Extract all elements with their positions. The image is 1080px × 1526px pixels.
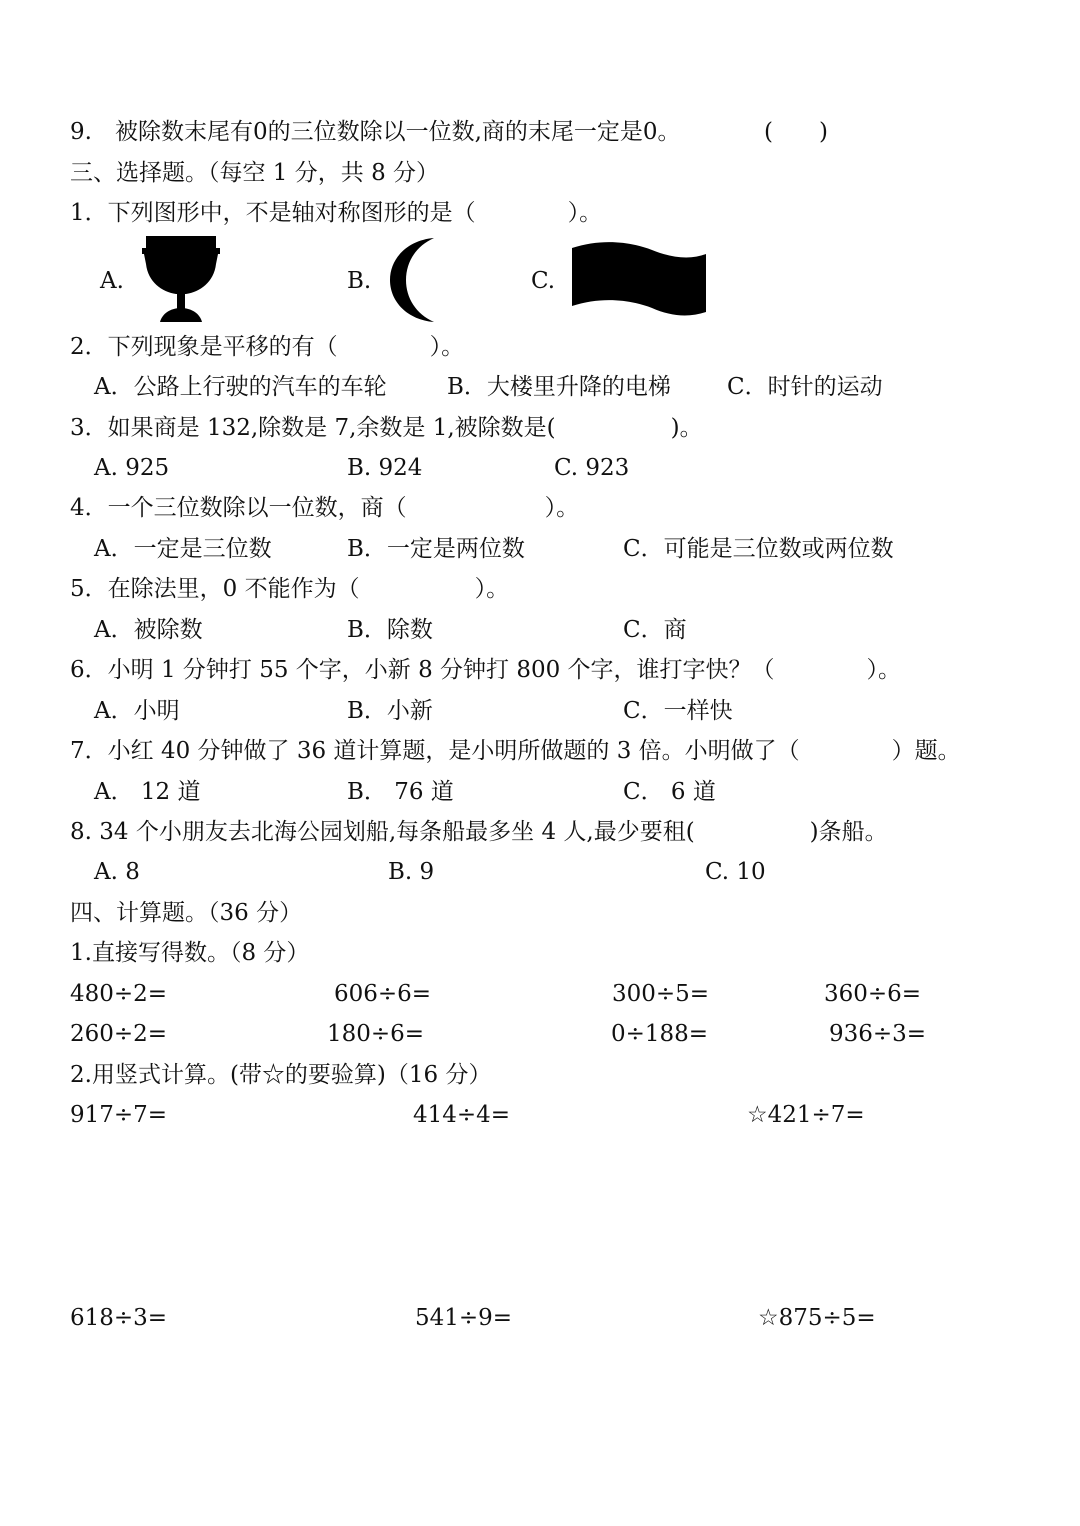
mc8-stem: 8. 34 个小朋友去北海公园划船,每条船最多坐 4 人,最少要租( )条船。 <box>70 819 888 845</box>
mc3-option-a[interactable]: A. 925 <box>94 455 170 481</box>
vertical-calc-item[interactable]: ☆421÷7= <box>747 1102 865 1128</box>
section-3-title: 三、选择题。（每空 1 分，共 8 分） <box>70 160 440 186</box>
q9-text: 9. 被除数末尾有0的三位数除以一位数,商的末尾一定是0。 <box>70 119 681 145</box>
mc2-option-a[interactable]: A．公路上行驶的汽车的车轮 <box>94 374 387 400</box>
mc5-option-b[interactable]: B．除数 <box>347 617 433 643</box>
mc8-option-c[interactable]: C. 10 <box>705 859 766 885</box>
oral-calc-item[interactable]: 180÷6= <box>327 1021 425 1047</box>
mc5-stem: 5．在除法里，0 不能作为（ ）。 <box>70 576 510 602</box>
mc8-option-b[interactable]: B. 9 <box>388 859 435 885</box>
mc6-option-c[interactable]: C．一样快 <box>623 698 733 724</box>
oral-calc-item[interactable]: 0÷188= <box>611 1021 709 1047</box>
q9-answer-blank[interactable]: ( ) <box>764 119 828 145</box>
mc4-option-c[interactable]: C．可能是三位数或两位数 <box>623 536 894 562</box>
vertical-calc-item[interactable]: 414÷4= <box>413 1102 511 1128</box>
vertical-calc-item[interactable]: ☆875÷5= <box>758 1305 876 1331</box>
mc8-option-a[interactable]: A. 8 <box>94 859 140 885</box>
oral-calc-title: 1.直接写得数。（8 分） <box>70 940 310 966</box>
mc6-option-b[interactable]: B．小新 <box>347 698 433 724</box>
mc1-option-c[interactable]: C. <box>531 268 556 294</box>
mc2-option-b[interactable]: B．大楼里升降的电梯 <box>447 374 671 400</box>
mc7-option-a[interactable]: A． 12 道 <box>94 779 201 805</box>
mc3-option-b[interactable]: B. 924 <box>347 455 423 481</box>
trophy-cup-icon <box>140 236 222 322</box>
mc5-option-c[interactable]: C．商 <box>623 617 687 643</box>
mc4-option-b[interactable]: B．一定是两位数 <box>347 536 525 562</box>
oral-calc-item[interactable]: 300÷5= <box>612 981 710 1007</box>
oral-calc-item[interactable]: 606÷6= <box>334 981 432 1007</box>
mc7-stem: 7．小红 40 分钟做了 36 道计算题，是小明所做题的 3 倍。小明做了（ ）题。 <box>70 738 961 764</box>
mc3-stem: 3．如果商是 132,除数是 7,余数是 1,被除数是( )。 <box>70 415 703 441</box>
oral-calc-item[interactable]: 260÷2= <box>70 1021 168 1047</box>
oral-calc-item[interactable]: 480÷2= <box>70 981 168 1007</box>
vertical-calc-item[interactable]: 618÷3= <box>70 1305 168 1331</box>
vertical-calc-item[interactable]: 917÷7= <box>70 1102 168 1128</box>
mc1-option-a[interactable]: A. <box>100 268 124 294</box>
mc5-option-a[interactable]: A．被除数 <box>94 617 203 643</box>
mc4-stem: 4．一个三位数除以一位数，商（ ）。 <box>70 495 580 521</box>
oral-calc-item[interactable]: 936÷3= <box>829 1021 927 1047</box>
mc6-option-a[interactable]: A．小明 <box>94 698 180 724</box>
vertical-calc-item[interactable]: 541÷9= <box>415 1305 513 1331</box>
mc2-stem: 2．下列现象是平移的有（ ）。 <box>70 334 465 360</box>
mc1-option-b[interactable]: B. <box>347 268 372 294</box>
mc4-option-a[interactable]: A．一定是三位数 <box>94 536 272 562</box>
oral-calc-item[interactable]: 360÷6= <box>824 981 922 1007</box>
mc7-option-b[interactable]: B． 76 道 <box>347 779 454 805</box>
crescent-moon-icon <box>386 236 438 324</box>
mc2-option-c[interactable]: C．时针的运动 <box>727 374 883 400</box>
mc1-stem: 1．下列图形中，不是轴对称图形的是（ ）。 <box>70 200 603 226</box>
vertical-calc-title: 2.用竖式计算。(带☆的要验算)（16 分） <box>70 1062 492 1088</box>
section-4-title: 四、计算题。（36 分） <box>70 900 303 926</box>
mc3-option-c[interactable]: C. 923 <box>554 455 630 481</box>
mc6-stem: 6．小明 1 分钟打 55 个字，小新 8 分钟打 800 个字，谁打字快？（ ）。 <box>70 657 902 683</box>
wavy-flag-icon <box>572 242 706 316</box>
mc7-option-c[interactable]: C． 6 道 <box>623 779 716 805</box>
